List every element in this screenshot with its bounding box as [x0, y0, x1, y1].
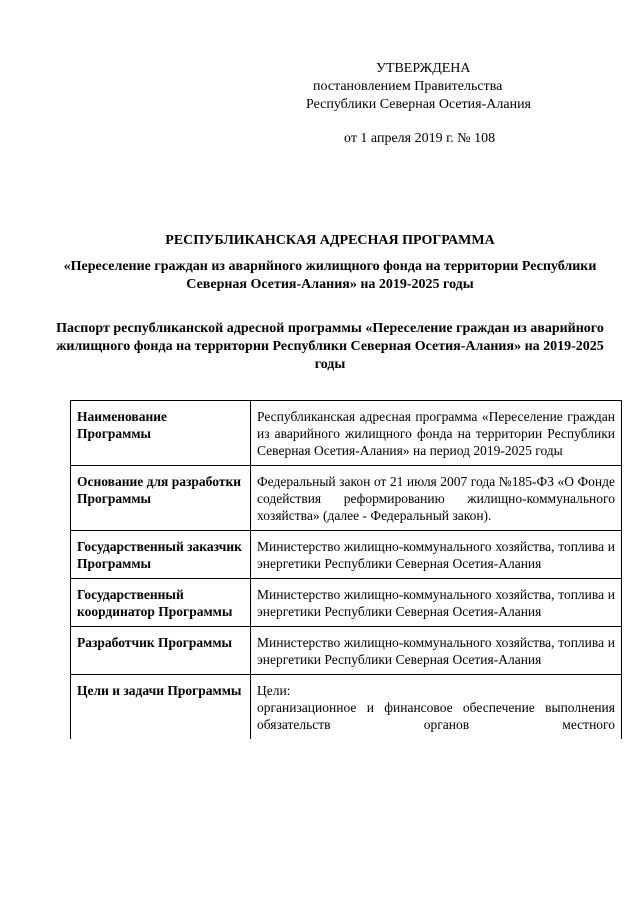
- program-name-heading: «Переселение граждан из аварийного жилищного фонда на территории Республики Северная Осетия-Алания» на 2019-2025 годы: [63, 259, 597, 292]
- approval-line-2: Республики Северная Осетия-Алания: [306, 97, 531, 112]
- approval-line-1: постановлением Правительства: [313, 79, 503, 94]
- table-row: [71, 675, 622, 740]
- row-label: Государственный координатор Программы: [71, 579, 251, 627]
- row-label: Государственный заказчик Программы: [71, 531, 251, 579]
- row-value: [251, 675, 622, 740]
- row-value-heading: Цели:: [257, 683, 291, 698]
- row-label: Основание для разработки Программы: [71, 466, 251, 531]
- table-row: [71, 579, 622, 627]
- row-value: Министерство жилищно-коммунального хозяйства, топлива и энергетики Республики Северная Осетия-Алания: [251, 579, 622, 627]
- row-value: Министерство жилищно-коммунального хозяйства, топлива и энергетики Республики Северная Осетия-Алания: [251, 627, 622, 675]
- table-row: [71, 401, 622, 466]
- program-type-heading: РЕСПУБЛИКАНСКАЯ АДРЕСНАЯ ПРОГРАММА: [165, 233, 495, 248]
- table-row: [71, 466, 622, 531]
- row-value: Федеральный закон от 21 июля 2007 года №185-ФЗ «О Фонде содействия реформированию жилищно-коммунального хозяйства» (далее - Федеральный закон).: [251, 466, 622, 531]
- row-label: Наименование Программы: [71, 401, 251, 466]
- row-value: Министерство жилищно-коммунального хозяйства, топлива и энергетики Республики Северная Осетия-Алания: [251, 531, 622, 579]
- row-value: Республиканская адресная программа «Переселение граждан из аварийного жилищного фонда на территории Республики Северная Осетия-Алания» на период 2019-2025 годы: [251, 401, 622, 466]
- passport-table: [70, 400, 622, 739]
- approval-date: от 1 апреля 2019 г. № 108: [344, 131, 496, 146]
- row-label: Разработчик Программы: [71, 627, 251, 675]
- row-value-text: организационное и финансовое обеспечение выполнения обязательств органов местного: [257, 700, 615, 732]
- passport-title: Паспорт республиканской адресной программы «Переселение граждан из аварийного жилищного фонда на территории Республики Северная Осетия-Алания» на 2019-2025 годы: [56, 321, 604, 372]
- approval-block: [306, 60, 626, 148]
- approval-title: УТВЕРЖДЕНА: [376, 61, 471, 76]
- table-row: [71, 531, 622, 579]
- row-label: Цели и задачи Программы: [71, 675, 251, 740]
- table-row: [71, 627, 622, 675]
